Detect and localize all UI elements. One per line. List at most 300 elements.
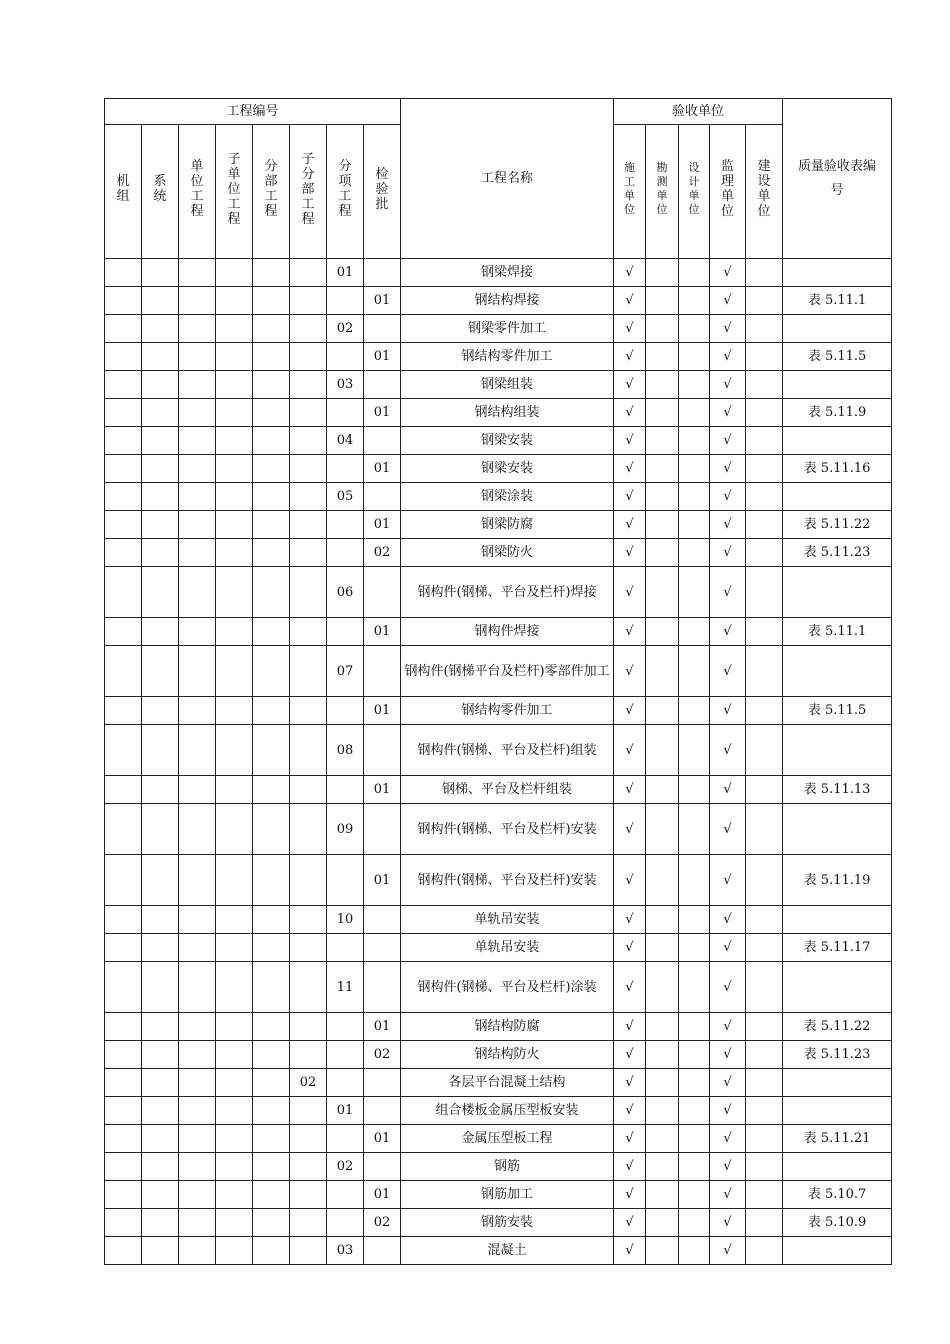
cell-division	[253, 567, 290, 618]
cell-design-check	[679, 1181, 710, 1209]
cell-item	[327, 399, 364, 427]
cell-survey-check	[646, 1209, 679, 1237]
cell-form-number	[783, 962, 892, 1013]
cell-supervision-check: √	[710, 483, 746, 511]
cell-design-check	[679, 804, 710, 855]
cell-division	[253, 539, 290, 567]
cell-item	[327, 539, 364, 567]
cell-unit-project	[179, 697, 216, 725]
cell-system	[142, 962, 179, 1013]
cell-survey-check	[646, 511, 679, 539]
cell-sub-division	[290, 1181, 327, 1209]
cell-unit-project	[179, 483, 216, 511]
cell-project-name: 单轨吊安装	[401, 906, 614, 934]
header-unit-survey	[646, 125, 679, 259]
cell-survey-check	[646, 399, 679, 427]
cell-unit-project	[179, 1237, 216, 1265]
cell-unit	[105, 618, 142, 646]
cell-design-check	[679, 455, 710, 483]
cell-sub-unit-project	[216, 399, 253, 427]
cell-owner-check	[746, 539, 783, 567]
cell-sub-unit-project	[216, 776, 253, 804]
cell-owner-check	[746, 287, 783, 315]
cell-sub-division: 02	[290, 1069, 327, 1097]
cell-supervision-check: √	[710, 287, 746, 315]
cell-design-check	[679, 511, 710, 539]
cell-unit	[105, 804, 142, 855]
cell-system	[142, 725, 179, 776]
cell-sub-division	[290, 455, 327, 483]
cell-project-name: 各层平台混凝土结构	[401, 1069, 614, 1097]
table-row	[105, 315, 892, 343]
cell-division	[253, 1153, 290, 1181]
cell-unit	[105, 1181, 142, 1209]
cell-sub-unit-project	[216, 646, 253, 697]
cell-construction-check: √	[614, 934, 646, 962]
header-col-batch	[364, 125, 401, 259]
table-row	[105, 855, 892, 906]
cell-sub-unit-project	[216, 259, 253, 287]
cell-item	[327, 511, 364, 539]
cell-unit-project	[179, 315, 216, 343]
cell-owner-check	[746, 371, 783, 399]
cell-supervision-check: √	[710, 259, 746, 287]
cell-sub-unit-project	[216, 483, 253, 511]
table-row	[105, 934, 892, 962]
cell-unit	[105, 371, 142, 399]
cell-batch	[364, 906, 401, 934]
cell-division	[253, 776, 290, 804]
cell-design-check	[679, 1041, 710, 1069]
header-form-number-text: 质量验收表编号	[798, 158, 877, 198]
cell-system	[142, 1097, 179, 1125]
cell-project-name: 钢结构焊接	[401, 287, 614, 315]
cell-unit	[105, 1209, 142, 1237]
cell-sub-unit-project	[216, 934, 253, 962]
cell-owner-check	[746, 343, 783, 371]
cell-unit-project	[179, 1013, 216, 1041]
cell-construction-check: √	[614, 259, 646, 287]
header-unit-construction-text: 施工单位	[624, 161, 636, 216]
cell-division	[253, 315, 290, 343]
cell-unit	[105, 1013, 142, 1041]
cell-sub-division	[290, 962, 327, 1013]
table-row	[105, 1153, 892, 1181]
cell-sub-unit-project	[216, 287, 253, 315]
cell-division	[253, 1237, 290, 1265]
cell-sub-unit-project	[216, 697, 253, 725]
cell-sub-division	[290, 1237, 327, 1265]
cell-form-number: 表 5.11.1	[783, 618, 892, 646]
cell-design-check	[679, 776, 710, 804]
cell-survey-check	[646, 804, 679, 855]
cell-design-check	[679, 427, 710, 455]
header-unit-design-text: 设计单位	[688, 161, 700, 216]
cell-supervision-check: √	[710, 906, 746, 934]
cell-batch	[364, 962, 401, 1013]
cell-survey-check	[646, 1237, 679, 1265]
cell-batch: 01	[364, 697, 401, 725]
cell-sub-division	[290, 287, 327, 315]
table-row	[105, 725, 892, 776]
cell-construction-check: √	[614, 1041, 646, 1069]
cell-survey-check	[646, 483, 679, 511]
cell-survey-check	[646, 776, 679, 804]
header-col-unit-project-text: 单位工程	[190, 159, 204, 219]
cell-batch	[364, 371, 401, 399]
cell-owner-check	[746, 618, 783, 646]
cell-item: 03	[327, 1237, 364, 1265]
cell-owner-check	[746, 725, 783, 776]
cell-form-number	[783, 1153, 892, 1181]
cell-sub-unit-project	[216, 1041, 253, 1069]
cell-design-check	[679, 1013, 710, 1041]
cell-owner-check	[746, 455, 783, 483]
header-project-name: 工程名称	[401, 99, 614, 259]
cell-design-check	[679, 539, 710, 567]
cell-division	[253, 646, 290, 697]
cell-design-check	[679, 934, 710, 962]
cell-sub-division	[290, 427, 327, 455]
cell-unit-project	[179, 371, 216, 399]
cell-project-name: 钢构件(钢梯、平台及栏杆)组装	[401, 725, 614, 776]
cell-division	[253, 455, 290, 483]
cell-sub-unit-project	[216, 725, 253, 776]
cell-design-check	[679, 343, 710, 371]
cell-survey-check	[646, 1125, 679, 1153]
cell-survey-check	[646, 962, 679, 1013]
cell-survey-check	[646, 567, 679, 618]
cell-system	[142, 315, 179, 343]
cell-form-number: 表 5.11.22	[783, 511, 892, 539]
cell-system	[142, 287, 179, 315]
cell-unit	[105, 343, 142, 371]
cell-design-check	[679, 1069, 710, 1097]
cell-design-check	[679, 371, 710, 399]
cell-design-check	[679, 646, 710, 697]
cell-sub-unit-project	[216, 962, 253, 1013]
cell-unit-project	[179, 1041, 216, 1069]
cell-form-number: 表 5.10.7	[783, 1181, 892, 1209]
table-row	[105, 1237, 892, 1265]
cell-sub-division	[290, 1097, 327, 1125]
cell-form-number	[783, 1097, 892, 1125]
cell-construction-check: √	[614, 906, 646, 934]
header-col-sub-unit-project-text: 子单位工程	[227, 151, 241, 227]
header-unit-owner	[746, 125, 783, 259]
cell-unit	[105, 259, 142, 287]
cell-form-number: 表 5.11.5	[783, 343, 892, 371]
cell-batch: 02	[364, 539, 401, 567]
cell-survey-check	[646, 427, 679, 455]
cell-unit	[105, 567, 142, 618]
cell-project-name: 钢结构防火	[401, 1041, 614, 1069]
cell-sub-division	[290, 618, 327, 646]
cell-project-name: 钢梁组装	[401, 371, 614, 399]
cell-sub-division	[290, 646, 327, 697]
cell-project-name: 钢梁零件加工	[401, 315, 614, 343]
cell-design-check	[679, 1153, 710, 1181]
cell-unit	[105, 962, 142, 1013]
cell-design-check	[679, 287, 710, 315]
cell-survey-check	[646, 315, 679, 343]
cell-batch	[364, 427, 401, 455]
cell-owner-check	[746, 776, 783, 804]
cell-sub-division	[290, 906, 327, 934]
table-row	[105, 1097, 892, 1125]
cell-form-number: 表 5.11.22	[783, 1013, 892, 1041]
cell-division	[253, 371, 290, 399]
cell-system	[142, 427, 179, 455]
cell-construction-check: √	[614, 1097, 646, 1125]
cell-batch	[364, 1069, 401, 1097]
cell-project-name: 钢筋	[401, 1153, 614, 1181]
cell-sub-unit-project	[216, 371, 253, 399]
cell-sub-division	[290, 934, 327, 962]
cell-construction-check: √	[614, 427, 646, 455]
cell-batch: 01	[364, 1125, 401, 1153]
cell-supervision-check: √	[710, 855, 746, 906]
cell-batch	[364, 725, 401, 776]
cell-supervision-check: √	[710, 725, 746, 776]
cell-form-number	[783, 315, 892, 343]
header-col-unit-text: 机组	[116, 174, 130, 204]
cell-item	[327, 1013, 364, 1041]
cell-survey-check	[646, 1013, 679, 1041]
cell-system	[142, 906, 179, 934]
cell-division	[253, 399, 290, 427]
cell-owner-check	[746, 427, 783, 455]
cell-division	[253, 287, 290, 315]
cell-item	[327, 855, 364, 906]
cell-item	[327, 343, 364, 371]
cell-owner-check	[746, 1153, 783, 1181]
table-row	[105, 455, 892, 483]
cell-project-name: 钢构件(钢梯、平台及栏杆)安装	[401, 804, 614, 855]
header-col-item-text: 分项工程	[338, 159, 352, 219]
cell-item: 01	[327, 259, 364, 287]
cell-construction-check: √	[614, 343, 646, 371]
cell-unit-project	[179, 1125, 216, 1153]
cell-design-check	[679, 399, 710, 427]
cell-item: 10	[327, 906, 364, 934]
cell-sub-division	[290, 399, 327, 427]
cell-construction-check: √	[614, 725, 646, 776]
cell-division	[253, 427, 290, 455]
cell-survey-check	[646, 697, 679, 725]
header-unit-construction	[614, 125, 646, 259]
cell-unit	[105, 1069, 142, 1097]
cell-supervision-check: √	[710, 511, 746, 539]
cell-supervision-check: √	[710, 1237, 746, 1265]
table-row	[105, 343, 892, 371]
cell-unit-project	[179, 1153, 216, 1181]
cell-unit-project	[179, 287, 216, 315]
cell-unit-project	[179, 567, 216, 618]
cell-batch	[364, 934, 401, 962]
cell-owner-check	[746, 399, 783, 427]
table-row	[105, 906, 892, 934]
header-col-division	[253, 125, 290, 259]
cell-design-check	[679, 906, 710, 934]
cell-form-number: 表 5.11.17	[783, 934, 892, 962]
cell-unit-project	[179, 343, 216, 371]
cell-sub-unit-project	[216, 511, 253, 539]
cell-batch	[364, 1237, 401, 1265]
cell-project-name: 组合楼板金属压型板安装	[401, 1097, 614, 1125]
header-col-system	[142, 125, 179, 259]
cell-item: 03	[327, 371, 364, 399]
cell-unit-project	[179, 855, 216, 906]
cell-division	[253, 511, 290, 539]
table-row	[105, 1013, 892, 1041]
cell-sub-division	[290, 567, 327, 618]
table-row	[105, 567, 892, 618]
cell-item	[327, 455, 364, 483]
cell-form-number: 表 5.11.13	[783, 776, 892, 804]
cell-batch	[364, 567, 401, 618]
cell-item	[327, 776, 364, 804]
cell-unit	[105, 725, 142, 776]
cell-system	[142, 399, 179, 427]
header-col-unit-project	[179, 125, 216, 259]
cell-system	[142, 776, 179, 804]
cell-unit-project	[179, 259, 216, 287]
cell-supervision-check: √	[710, 962, 746, 1013]
cell-survey-check	[646, 618, 679, 646]
cell-unit-project	[179, 399, 216, 427]
cell-sub-unit-project	[216, 1013, 253, 1041]
cell-sub-division	[290, 1041, 327, 1069]
cell-construction-check: √	[614, 371, 646, 399]
cell-form-number: 表 5.11.23	[783, 539, 892, 567]
cell-supervision-check: √	[710, 455, 746, 483]
cell-unit-project	[179, 511, 216, 539]
cell-construction-check: √	[614, 1153, 646, 1181]
cell-system	[142, 618, 179, 646]
cell-item	[327, 287, 364, 315]
cell-project-name: 钢构件(钢梯、平台及栏杆)焊接	[401, 567, 614, 618]
cell-division	[253, 1181, 290, 1209]
cell-construction-check: √	[614, 646, 646, 697]
cell-project-name: 钢结构组装	[401, 399, 614, 427]
cell-system	[142, 1041, 179, 1069]
header-col-sub-unit-project	[216, 125, 253, 259]
cell-owner-check	[746, 1125, 783, 1153]
cell-survey-check	[646, 646, 679, 697]
cell-survey-check	[646, 371, 679, 399]
cell-sub-division	[290, 539, 327, 567]
cell-form-number: 表 5.11.1	[783, 287, 892, 315]
cell-system	[142, 934, 179, 962]
cell-design-check	[679, 483, 710, 511]
cell-construction-check: √	[614, 776, 646, 804]
cell-project-name: 钢结构零件加工	[401, 343, 614, 371]
cell-construction-check: √	[614, 567, 646, 618]
cell-construction-check: √	[614, 804, 646, 855]
cell-construction-check: √	[614, 399, 646, 427]
cell-unit	[105, 539, 142, 567]
table-row	[105, 259, 892, 287]
cell-form-number	[783, 1069, 892, 1097]
cell-unit	[105, 1097, 142, 1125]
cell-owner-check	[746, 697, 783, 725]
cell-sub-unit-project	[216, 455, 253, 483]
cell-unit	[105, 315, 142, 343]
table-row	[105, 1125, 892, 1153]
cell-survey-check	[646, 287, 679, 315]
table-row	[105, 776, 892, 804]
cell-division	[253, 962, 290, 1013]
cell-project-name: 钢梁安装	[401, 427, 614, 455]
cell-division	[253, 1041, 290, 1069]
cell-sub-unit-project	[216, 1153, 253, 1181]
cell-design-check	[679, 697, 710, 725]
cell-sub-division	[290, 511, 327, 539]
cell-owner-check	[746, 646, 783, 697]
cell-unit-project	[179, 427, 216, 455]
cell-form-number: 表 5.11.5	[783, 697, 892, 725]
cell-form-number	[783, 567, 892, 618]
cell-supervision-check: √	[710, 315, 746, 343]
cell-unit	[105, 399, 142, 427]
cell-design-check	[679, 1125, 710, 1153]
cell-project-name: 钢结构零件加工	[401, 697, 614, 725]
cell-unit	[105, 934, 142, 962]
cell-design-check	[679, 855, 710, 906]
header-col-unit	[105, 125, 142, 259]
cell-owner-check	[746, 1209, 783, 1237]
cell-construction-check: √	[614, 618, 646, 646]
cell-unit	[105, 855, 142, 906]
cell-sub-division	[290, 483, 327, 511]
header-form-number	[783, 99, 892, 259]
cell-supervision-check: √	[710, 399, 746, 427]
cell-batch: 01	[364, 618, 401, 646]
cell-division	[253, 697, 290, 725]
cell-form-number: 表 5.11.21	[783, 1125, 892, 1153]
cell-sub-unit-project	[216, 618, 253, 646]
cell-construction-check: √	[614, 855, 646, 906]
cell-supervision-check: √	[710, 1125, 746, 1153]
cell-item: 02	[327, 1153, 364, 1181]
cell-system	[142, 1153, 179, 1181]
cell-batch: 01	[364, 343, 401, 371]
cell-survey-check	[646, 343, 679, 371]
cell-survey-check	[646, 934, 679, 962]
header-code-group: 工程编号	[105, 99, 401, 125]
cell-division	[253, 259, 290, 287]
cell-item: 04	[327, 427, 364, 455]
header-unit-supervision-text: 监理单位	[721, 159, 735, 219]
cell-project-name: 钢梁涂装	[401, 483, 614, 511]
cell-batch: 02	[364, 1041, 401, 1069]
cell-unit	[105, 483, 142, 511]
cell-project-name: 钢结构防腐	[401, 1013, 614, 1041]
cell-system	[142, 646, 179, 697]
cell-supervision-check: √	[710, 697, 746, 725]
cell-survey-check	[646, 1097, 679, 1125]
table-row	[105, 427, 892, 455]
cell-project-name: 钢构件(钢梯、平台及栏杆)涂装	[401, 962, 614, 1013]
cell-unit	[105, 776, 142, 804]
cell-construction-check: √	[614, 1209, 646, 1237]
cell-unit	[105, 1125, 142, 1153]
cell-owner-check	[746, 1237, 783, 1265]
cell-division	[253, 1013, 290, 1041]
cell-owner-check	[746, 1097, 783, 1125]
cell-system	[142, 697, 179, 725]
